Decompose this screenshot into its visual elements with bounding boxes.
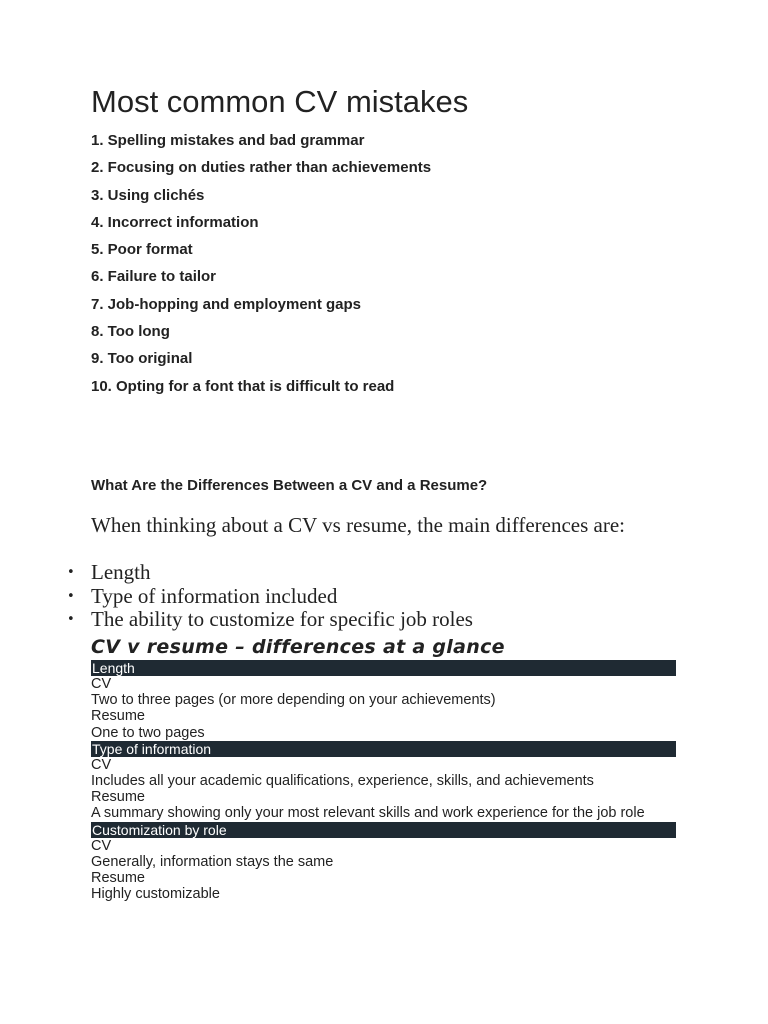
table-cell: Highly customizable [91,886,220,903]
list-item: 3. Using clichés [91,186,205,204]
table-cell: One to two pages [91,724,205,741]
differences-list [67,560,473,631]
list-item-label: The ability to customize for specific job roles [91,607,473,631]
table-cell: A summary showing only your most relevant skills and work experience for the job role [91,805,645,822]
list-item: 9. Too original [91,350,193,368]
list-item [67,607,473,631]
page-title: Most common CV mistakes [91,84,469,119]
list-item-label: Type of information included [91,583,338,608]
list-item: 6. Failure to tailor [91,268,217,286]
table-cell: CV [91,756,112,773]
table-cell: Resume [91,789,145,806]
table-group-header: Length [91,660,676,676]
list-item: 8. Too long [91,323,170,341]
table-group-header: Type of information [91,741,676,757]
bullet-icon: • [67,565,75,580]
table-cell: Resume [91,869,145,886]
bullet-icon: • [67,588,75,604]
comparison-table [91,660,676,902]
differences-heading: What Are the Differences Between a CV and a Resume? [91,477,488,494]
table-group-header: Customization by role [91,822,676,838]
list-item: 5. Poor format [91,241,193,259]
glance-title: CV v resume – differences at a glance [91,636,505,658]
table-cell: Generally, information stays the same [91,853,334,870]
intro-paragraph: When thinking about a CV vs resume, the main differences are: [91,513,625,537]
list-item: 4. Incorrect information [91,213,259,231]
list-item: 7. Job-hopping and employment gaps [91,295,362,313]
mistakes-list [91,131,431,404]
table-cell: Includes all your academic qualifications, experience, skills, and achievements [91,772,594,789]
list-item: 1. Spelling mistakes and bad grammar [91,132,365,149]
list-item: 10. Opting for a font that is difficult to read [91,377,395,395]
list-item [67,560,473,584]
list-item [67,583,473,608]
list-item-label: Length [91,560,151,584]
table-cell: CV [91,837,112,854]
bullet-icon: • [67,612,75,627]
list-item: 2. Focusing on duties rather than achievements [91,159,432,177]
table-cell: Resume [91,708,145,725]
table-cell: Two to three pages (or more depending on your achievements) [91,692,496,709]
table-cell: CV [91,676,112,692]
